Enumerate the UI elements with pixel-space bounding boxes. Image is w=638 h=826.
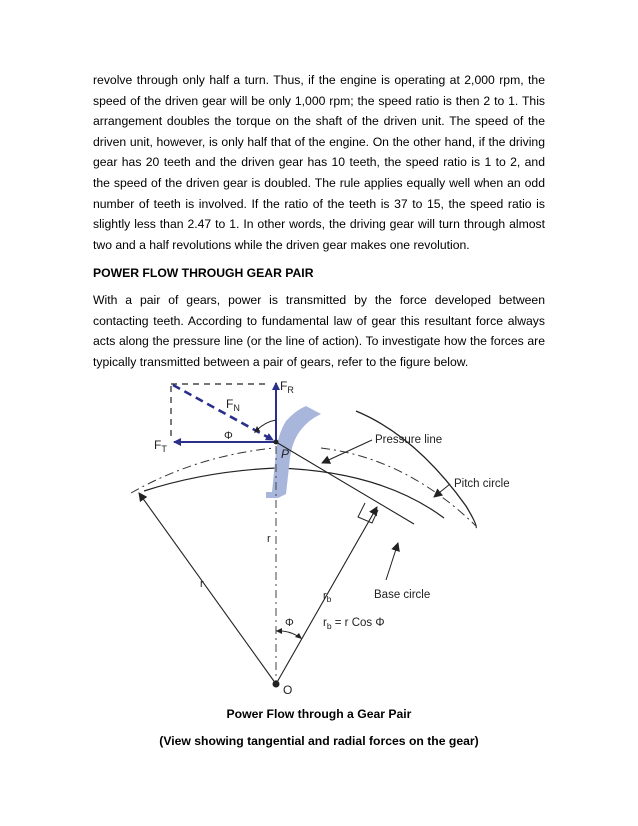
body-paragraph-1: revolve through only half a turn. Thus, if the engine is operating at 2,000 rpm, the speed of the driven gear will be only 1,000 rpm; the speed ratio is then 2 to 1. This arrangement doubles the torque on the shaft of the driven unit. The speed of the driven unit, however, is only half that of the engine. On the other hand, if the driving gear has 20 teeth and the driven gear has 10 teeth, the speed ratio is 1 to 2, and the speed of the driven gear is doubled. The rule applies equally well when an odd number of teeth is involved. If the ratio of the teeth is 37 to 15, the speed ratio is slightly less than 2.47 to 1. In other words, the driving gear will turn through almost two and a half revolutions while the driven gear makes one revolution. [93,73,545,252]
label-formula: $r_b = r$ Cos Φ [323,617,385,631]
base-circle-arc [144,468,444,518]
pressure-line [276,442,414,524]
right-angle-marker [358,503,378,523]
figure-caption-subtitle: (View showing tangential and radial forces on the gear) [159,734,479,748]
label-pressure-line: Pressure line [375,434,443,446]
label-r-vertical: r [267,533,271,545]
label-fn: $F_N$ [226,397,240,413]
pitch-circle-pointer [434,484,450,497]
pitch-circle-arc-left [131,448,274,493]
label-ft: $F_T$ [154,438,167,454]
pressure-line-pointer [322,440,372,463]
label-base-circle: Base circle [374,589,431,601]
force-fn-arrow [173,385,273,440]
point-p-dot [274,440,279,445]
phi-arc-bottom-arrow-right [295,633,302,639]
label-pitch-circle: Pitch circle [454,478,510,490]
radius-left [139,493,276,684]
phi-arc-bottom-arrow-left [276,628,282,634]
label-origin: O [283,683,293,694]
gear-force-figure [126,376,511,694]
origin-point [273,681,280,688]
section-heading: POWER FLOW THROUGH GEAR PAIR [93,266,314,280]
figure-caption-title: Power Flow through a Gear Pair [226,707,412,721]
label-phi-bottom: Φ [285,617,294,629]
base-circle-pointer [386,543,398,580]
label-phi-top: Φ [224,430,233,442]
label-r-left: r [200,578,204,590]
phi-arc-top [257,420,276,430]
label-rb: $r_b$ [323,590,332,604]
label-point-p: P [281,447,290,461]
body-paragraph-2: With a pair of gears, power is transmitted by the force developed between contacting teeth. According to fundamental law of gear this resultant force always acts along the pressure line (or the line of action). To investigate how the forces are typically transmitted between a pair of gears, refer to the figure below. [93,293,545,369]
label-fr: $F_R$ [280,379,294,395]
